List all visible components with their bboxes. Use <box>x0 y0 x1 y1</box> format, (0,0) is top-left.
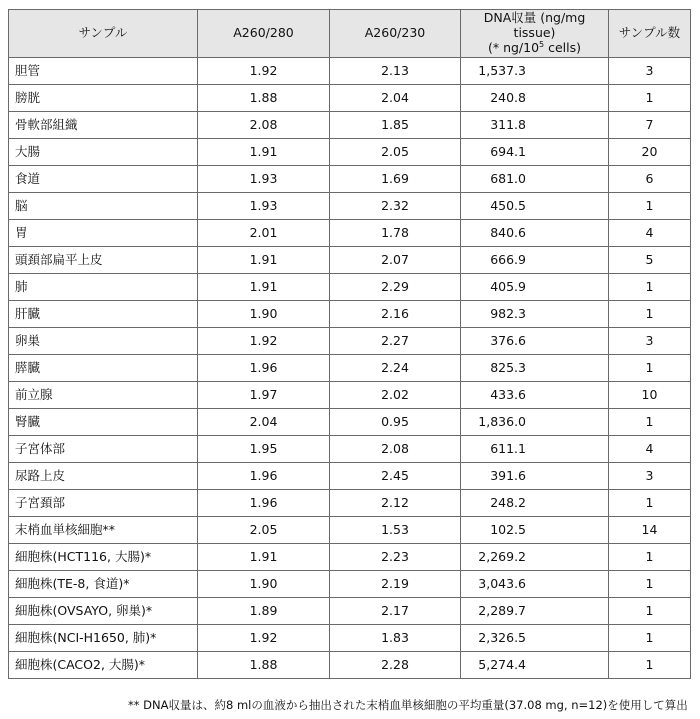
cell-a260-230: 2.13 <box>330 58 461 85</box>
table-row <box>9 58 691 85</box>
cell-dna-yield: 450.5 <box>461 193 609 220</box>
cell-a260-280: 1.96 <box>198 463 330 490</box>
cell-a260-230: 1.85 <box>330 112 461 139</box>
cell-dna-yield: 2,326.5 <box>461 625 609 652</box>
cell-a260-230: 2.45 <box>330 463 461 490</box>
cell-dna-yield: 840.6 <box>461 220 609 247</box>
cell-a260-280: 2.05 <box>198 517 330 544</box>
cell-dna-yield: 681.0 <box>461 166 609 193</box>
cell-sample-count: 1 <box>609 85 691 112</box>
cell-a260-230: 1.83 <box>330 625 461 652</box>
cell-sample-count: 10 <box>609 382 691 409</box>
header-dna-yield <box>461 10 609 58</box>
cell-sample: 細胞株(HCT116, 大腸)* <box>9 544 198 571</box>
table-row <box>9 85 691 112</box>
cell-a260-280: 1.92 <box>198 58 330 85</box>
cell-dna-yield: 311.8 <box>461 112 609 139</box>
header-dna-yield-line2 <box>461 40 608 56</box>
cell-sample-count: 1 <box>609 409 691 436</box>
cell-sample: 胃 <box>9 220 198 247</box>
cell-a260-230: 1.78 <box>330 220 461 247</box>
cell-a260-230: 2.07 <box>330 247 461 274</box>
cell-dna-yield: 1,836.0 <box>461 409 609 436</box>
cell-a260-230: 2.23 <box>330 544 461 571</box>
cell-sample: 腎臓 <box>9 409 198 436</box>
header-dna-yield-line1: DNA収量 (ng/mg tissue) <box>483 10 586 40</box>
cell-a260-230: 2.17 <box>330 598 461 625</box>
cell-a260-280: 1.96 <box>198 490 330 517</box>
cell-sample: 肝臓 <box>9 301 198 328</box>
cell-sample: 大腸 <box>9 139 198 166</box>
cell-sample: 脳 <box>9 193 198 220</box>
header-a260-280: A260/280 <box>198 10 330 58</box>
header-a260-230: A260/230 <box>330 10 461 58</box>
table-row <box>9 274 691 301</box>
table-row <box>9 490 691 517</box>
cell-a260-230: 0.95 <box>330 409 461 436</box>
cell-dna-yield: 666.9 <box>461 247 609 274</box>
cell-dna-yield: 694.1 <box>461 139 609 166</box>
cell-sample-count: 1 <box>609 652 691 679</box>
cell-sample-count: 20 <box>609 139 691 166</box>
cell-dna-yield: 102.5 <box>461 517 609 544</box>
table-row <box>9 598 691 625</box>
cell-a260-280: 2.08 <box>198 112 330 139</box>
cell-a260-230: 2.28 <box>330 652 461 679</box>
cell-sample: 骨軟部組織 <box>9 112 198 139</box>
cell-a260-280: 1.89 <box>198 598 330 625</box>
cell-dna-yield: 240.8 <box>461 85 609 112</box>
table-row <box>9 139 691 166</box>
cell-sample: 膀胱 <box>9 85 198 112</box>
footnote: ** DNA収量は、約8 mlの血液から抽出された末梢血単核細胞の平均重量(37.08 mg, n=12)を使用して算出 <box>128 698 688 712</box>
cell-sample-count: 3 <box>609 463 691 490</box>
cell-a260-280: 1.88 <box>198 652 330 679</box>
dna-yield-table <box>8 9 691 679</box>
cell-a260-230: 2.29 <box>330 274 461 301</box>
cell-a260-280: 2.04 <box>198 409 330 436</box>
table-row <box>9 166 691 193</box>
cell-sample-count: 1 <box>609 625 691 652</box>
cell-a260-280: 1.91 <box>198 139 330 166</box>
cell-dna-yield: 2,289.7 <box>461 598 609 625</box>
cell-sample: 細胞株(OVSAYO, 卵巣)* <box>9 598 198 625</box>
cell-dna-yield: 982.3 <box>461 301 609 328</box>
cell-sample: 胆管 <box>9 58 198 85</box>
table-row <box>9 652 691 679</box>
cell-sample-count: 1 <box>609 571 691 598</box>
cell-dna-yield: 2,269.2 <box>461 544 609 571</box>
cell-a260-230: 2.08 <box>330 436 461 463</box>
cell-a260-280: 1.93 <box>198 193 330 220</box>
header-dna-yield-line2-prefix: (* ng/10 <box>487 40 540 56</box>
table-row <box>9 409 691 436</box>
cell-sample-count: 4 <box>609 220 691 247</box>
cell-a260-230: 2.05 <box>330 139 461 166</box>
cell-sample: 膵臓 <box>9 355 198 382</box>
cell-dna-yield: 5,274.4 <box>461 652 609 679</box>
cell-sample: 子宮体部 <box>9 436 198 463</box>
cell-dna-yield: 376.6 <box>461 328 609 355</box>
table-row <box>9 436 691 463</box>
header-dna-yield-exponent: 5 <box>539 40 545 50</box>
table-body <box>9 58 691 679</box>
cell-sample-count: 5 <box>609 247 691 274</box>
cell-a260-230: 2.32 <box>330 193 461 220</box>
table-header-row <box>9 10 691 58</box>
cell-dna-yield: 391.6 <box>461 463 609 490</box>
cell-dna-yield: 1,537.3 <box>461 58 609 85</box>
cell-a260-280: 1.93 <box>198 166 330 193</box>
table-row <box>9 382 691 409</box>
cell-a260-280: 2.01 <box>198 220 330 247</box>
cell-sample-count: 3 <box>609 328 691 355</box>
cell-sample-count: 3 <box>609 58 691 85</box>
cell-sample: 細胞株(NCI-H1650, 肺)* <box>9 625 198 652</box>
cell-a260-280: 1.90 <box>198 301 330 328</box>
cell-dna-yield: 405.9 <box>461 274 609 301</box>
cell-sample-count: 1 <box>609 301 691 328</box>
cell-a260-280: 1.95 <box>198 436 330 463</box>
cell-sample: 細胞株(CACO2, 大腸)* <box>9 652 198 679</box>
table-row <box>9 355 691 382</box>
cell-a260-280: 1.92 <box>198 328 330 355</box>
cell-a260-230: 2.04 <box>330 85 461 112</box>
table-row <box>9 625 691 652</box>
header-sample: サンプル <box>9 10 198 58</box>
cell-dna-yield: 248.2 <box>461 490 609 517</box>
table-row <box>9 220 691 247</box>
cell-sample-count: 1 <box>609 274 691 301</box>
cell-sample-count: 1 <box>609 355 691 382</box>
table-row <box>9 571 691 598</box>
cell-sample-count: 4 <box>609 436 691 463</box>
cell-sample: 頭頚部扁平上皮 <box>9 247 198 274</box>
header-sample-count: サンプル数 <box>609 10 691 58</box>
cell-a260-280: 1.88 <box>198 85 330 112</box>
header-dna-yield-line2-suffix: cells) <box>544 40 582 56</box>
cell-a260-280: 1.92 <box>198 625 330 652</box>
cell-sample: 肺 <box>9 274 198 301</box>
cell-a260-230: 2.12 <box>330 490 461 517</box>
cell-a260-230: 1.53 <box>330 517 461 544</box>
cell-sample-count: 1 <box>609 193 691 220</box>
cell-sample: 細胞株(TE-8, 食道)* <box>9 571 198 598</box>
table-row <box>9 193 691 220</box>
cell-dna-yield: 825.3 <box>461 355 609 382</box>
table-row <box>9 247 691 274</box>
table-row <box>9 517 691 544</box>
cell-sample-count: 1 <box>609 490 691 517</box>
cell-a260-230: 2.02 <box>330 382 461 409</box>
cell-sample-count: 1 <box>609 598 691 625</box>
cell-a260-280: 1.96 <box>198 355 330 382</box>
cell-sample: 卵巣 <box>9 328 198 355</box>
cell-sample: 子宮頚部 <box>9 490 198 517</box>
cell-sample: 尿路上皮 <box>9 463 198 490</box>
cell-sample-count: 7 <box>609 112 691 139</box>
cell-a260-280: 1.91 <box>198 544 330 571</box>
cell-a260-230: 2.19 <box>330 571 461 598</box>
table-row <box>9 301 691 328</box>
cell-a260-230: 2.24 <box>330 355 461 382</box>
cell-a260-280: 1.91 <box>198 247 330 274</box>
cell-sample-count: 6 <box>609 166 691 193</box>
table-row <box>9 328 691 355</box>
table-row <box>9 544 691 571</box>
cell-a260-280: 1.90 <box>198 571 330 598</box>
cell-dna-yield: 433.6 <box>461 382 609 409</box>
cell-sample: 前立腺 <box>9 382 198 409</box>
table-row <box>9 463 691 490</box>
cell-dna-yield: 611.1 <box>461 436 609 463</box>
cell-a260-230: 1.69 <box>330 166 461 193</box>
cell-a260-230: 2.27 <box>330 328 461 355</box>
table-row <box>9 112 691 139</box>
cell-a260-280: 1.91 <box>198 274 330 301</box>
cell-a260-230: 2.16 <box>330 301 461 328</box>
cell-sample-count: 14 <box>609 517 691 544</box>
cell-a260-280: 1.97 <box>198 382 330 409</box>
cell-dna-yield: 3,043.6 <box>461 571 609 598</box>
cell-sample: 食道 <box>9 166 198 193</box>
cell-sample: 末梢血単核細胞** <box>9 517 198 544</box>
cell-sample-count: 1 <box>609 544 691 571</box>
